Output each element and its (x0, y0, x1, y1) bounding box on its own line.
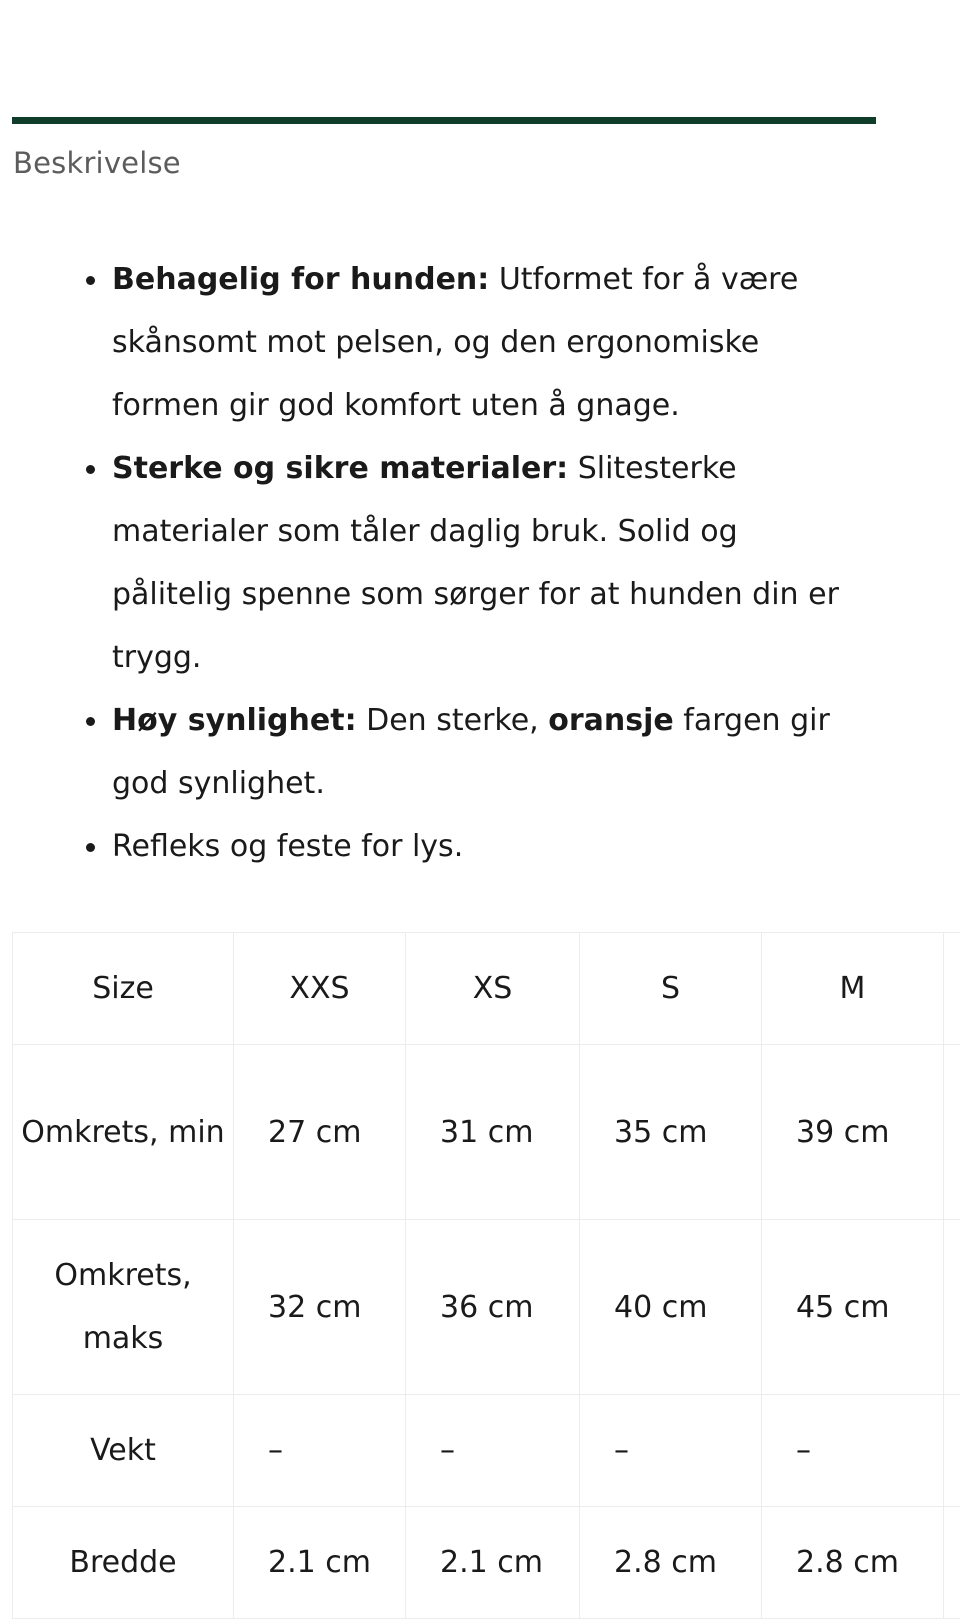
table-cell: – (406, 1395, 580, 1507)
color-word: oransje (548, 703, 674, 738)
feature-text: Slitesterke materialer som tåler daglig bruk. Solid og pålitelig spenne som sørger for at hunden din er trygg. (112, 451, 839, 675)
table-cell: 27 cm (234, 1045, 406, 1220)
table-row-label: Omkrets, min (13, 1045, 234, 1220)
feature-title: Sterke og sikre materialer: (112, 451, 568, 486)
table-cell (944, 1220, 960, 1395)
table-cell: 32 cm (234, 1220, 406, 1395)
feature-text: Den sterke, (357, 703, 549, 738)
table-cell: 45 cm (762, 1220, 944, 1395)
table-cell: 36 cm (406, 1220, 580, 1395)
table-cell: 40 cm (580, 1220, 762, 1395)
table-cell: 31 cm (406, 1045, 580, 1220)
active-tab-underline (12, 117, 876, 124)
table-row-label: Bredde (13, 1507, 234, 1619)
list-item (112, 248, 852, 437)
table-header-cell: M (762, 933, 944, 1045)
table-cell (944, 1395, 960, 1507)
table-cell: 2.1 cm (234, 1507, 406, 1619)
feature-title: Behagelig for hunden: (112, 262, 489, 297)
table-cell (944, 1507, 960, 1619)
table-cell: – (762, 1395, 944, 1507)
feature-title: Høy synlighet: (112, 703, 357, 738)
table-cell: 35 cm (580, 1045, 762, 1220)
table-row (13, 1395, 960, 1507)
list-item (112, 815, 852, 878)
feature-text: Utformet for å være skånsomt mot pelsen, og den ergonomiske formen gir god komfort uten å gnage. (112, 262, 798, 423)
table-header-cell (944, 933, 960, 1045)
table-header-cell: S (580, 933, 762, 1045)
table-cell: – (234, 1395, 406, 1507)
description-list (112, 248, 852, 878)
table-header-row (13, 933, 960, 1045)
size-table-scroll[interactable] (12, 932, 960, 1619)
table-cell (944, 1045, 960, 1220)
feature-text: Refleks og feste for lys. (112, 829, 463, 864)
tab-description[interactable]: Beskrivelse (13, 146, 181, 180)
feature-text: fargen gir god synlighet. (112, 703, 830, 801)
size-table (12, 932, 960, 1619)
table-cell: 2.8 cm (580, 1507, 762, 1619)
list-item (112, 437, 852, 689)
table-row (13, 1045, 960, 1220)
table-header-cell: XS (406, 933, 580, 1045)
table-cell: – (580, 1395, 762, 1507)
table-row-label: Omkrets, maks (13, 1220, 234, 1395)
table-row (13, 1507, 960, 1619)
table-cell: 2.8 cm (762, 1507, 944, 1619)
table-row (13, 1220, 960, 1395)
table-row-label: Vekt (13, 1395, 234, 1507)
table-header-cell: XXS (234, 933, 406, 1045)
table-cell: 39 cm (762, 1045, 944, 1220)
table-cell: 2.1 cm (406, 1507, 580, 1619)
list-item (112, 689, 852, 815)
table-header-cell: Size (13, 933, 234, 1045)
